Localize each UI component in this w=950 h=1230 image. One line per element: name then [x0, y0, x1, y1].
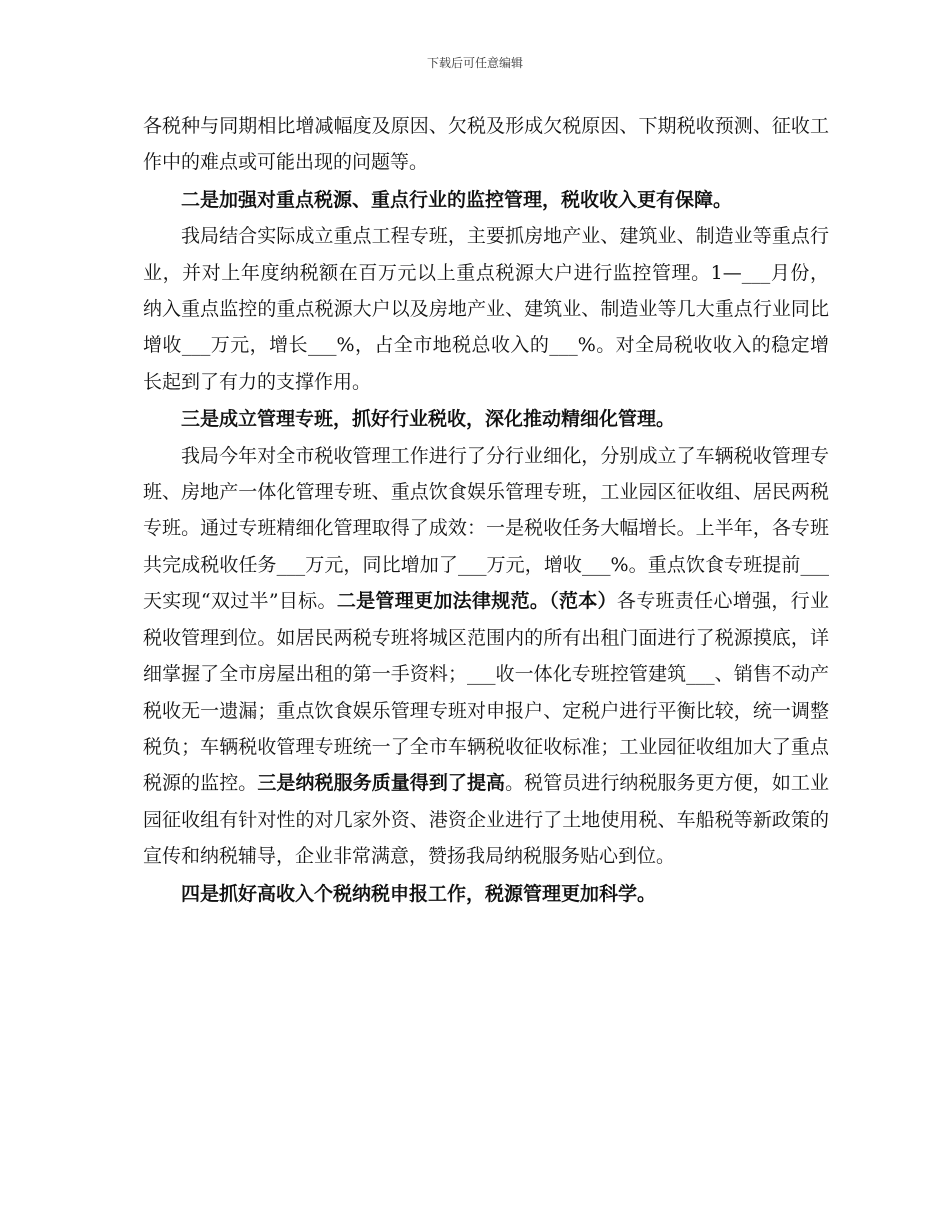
- section-heading-2: 二是加强对重点税源、重点行业的监控管理，税收收入更有保障。: [181, 188, 733, 211]
- paragraph-continued: 各税种与同期相比增减幅度及原因、欠税及形成欠税原因、下期税收预测、征收工作中的难点或可能出现的问题等。: [143, 115, 829, 174]
- paragraph-text: 。税管员进行纳税服务更方便，如工业园征收组有针对性的对几家外资、港资企业进行了土地使用税、车船税等新政策的宣传和纳税辅导，企业非常满意，赞扬我局纳税服务贴心到位。: [143, 772, 829, 868]
- section-heading-4: 四是抓好高收入个税纳税申报工作，税源管理更加科学。: [181, 882, 657, 905]
- page-header: 下载后可任意编辑: [426, 56, 523, 70]
- section-heading-3: 三是成立管理专班，抓好行业税收，深化推动精细化管理。: [181, 408, 676, 431]
- document-body: [143, 108, 829, 912]
- bold-subpoint-legal: 二是管理更加法律规范。（范本）: [336, 590, 617, 613]
- paragraph-text: 我局今年对全市税收管理工作进行了分行业细化，分别成立了车辆税收管理专班、房地产一体化管理专班、重点饮食娱乐管理专班，工业园区征收组、居民两税专班。通过专班精细化管理取得了成效：一是税收任务大幅增长。上半年，各专班共完成税收任务___万元，同比增加了___万元，增收___%。重点饮食专班提前___天实现“双过半”目标。: [143, 444, 829, 613]
- bold-subpoint-service: 三是纳税服务质量得到了提高: [257, 772, 506, 795]
- paragraph-management-teams: [143, 438, 829, 875]
- paragraph-text: 各专班责任心增强，行业税收管理到位。如居民两税专班将城区范围内的所有出租门面进行了税源摸底，详细掌握了全市房屋出租的第一手资料；___收一体化专班控管建筑___、销售不动产税收无一遗漏；重点饮食娱乐管理专班对申报户、定税户进行平衡比较，统一调整税负；车辆税收管理专班统一了全市车辆税收征收标准；工业园征收组加大了重点税源的监控。: [143, 590, 829, 795]
- paragraph-key-tax-sources: 我局结合实际成立重点工程专班，主要抓房地产业、建筑业、制造业等重点行业，并对上年度纳税额在百万元以上重点税源大户进行监控管理。1—___月份，纳入重点监控的重点税源大户以及房地产业、建筑业、制造业等几大重点行业同比增收___万元，增长___%，占全市地税总收入的___%。对全局税收收入的稳定增长起到了有力的支撑作用。: [143, 225, 829, 393]
